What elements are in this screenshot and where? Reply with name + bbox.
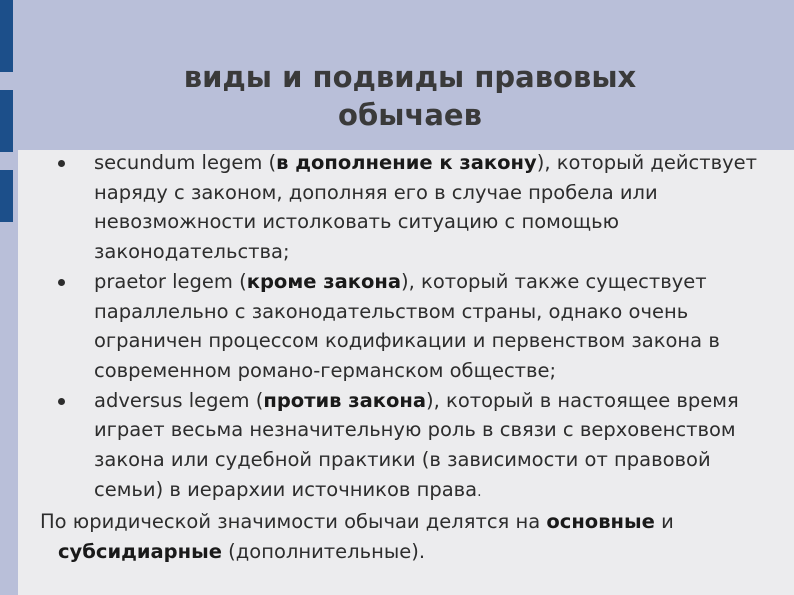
bullet-icon: [58, 279, 65, 286]
closing-bold-main: основные: [546, 510, 655, 534]
item-term: secundum legem: [94, 151, 263, 174]
item-paren: (: [232, 269, 247, 293]
item-bold: в дополнение к закону: [276, 151, 537, 174]
item-bold: кроме закона: [246, 269, 402, 293]
closing-tail: (дополнительные).: [221, 540, 426, 564]
item-bold: против закона: [263, 388, 427, 412]
item-paren: (: [262, 151, 277, 174]
accent-bar-top: [0, 0, 13, 72]
item-end-dot: .: [477, 483, 482, 500]
accent-bar-bottom: [0, 170, 13, 222]
accent-bar-middle: [0, 90, 13, 152]
bullet-icon: [58, 160, 65, 167]
closing-conjunction: и: [654, 510, 674, 534]
item-text: ), который также существует параллельно с законодательством страны, однако очень ограничен процессом кодификации и первенством закона в современном романо-германском обществе;: [94, 269, 720, 382]
title-line-1: виды и подвиды правовых: [183, 60, 637, 94]
closing-text: По юридической значимости обычаи делятся на: [40, 510, 547, 534]
item-text: ), который в настоящее время играет весьма незначительную роль в связи с верховенством закона или судебной практики (в зависимости от правовой семьи) в иерархии источников права: [94, 388, 739, 501]
item-term: praetor legem: [94, 269, 233, 293]
closing-paragraph: [20, 507, 794, 566]
list-item: [58, 148, 776, 267]
closing-bold-subsidiary: субсидиарные: [58, 540, 222, 564]
item-term: adversus legem: [94, 388, 250, 412]
bullet-icon: [58, 398, 65, 405]
slide-body: [40, 148, 776, 567]
list-item: [58, 386, 776, 508]
list-item: [58, 267, 776, 386]
item-paren: (: [249, 388, 264, 412]
item-text: ), который действует наряду с законом, дополняя его в случае пробела или невозможности истолковать ситуацию с помощью законодательства;: [94, 151, 758, 264]
slide-title: [130, 58, 690, 134]
title-line-2: обычаев: [338, 98, 482, 132]
